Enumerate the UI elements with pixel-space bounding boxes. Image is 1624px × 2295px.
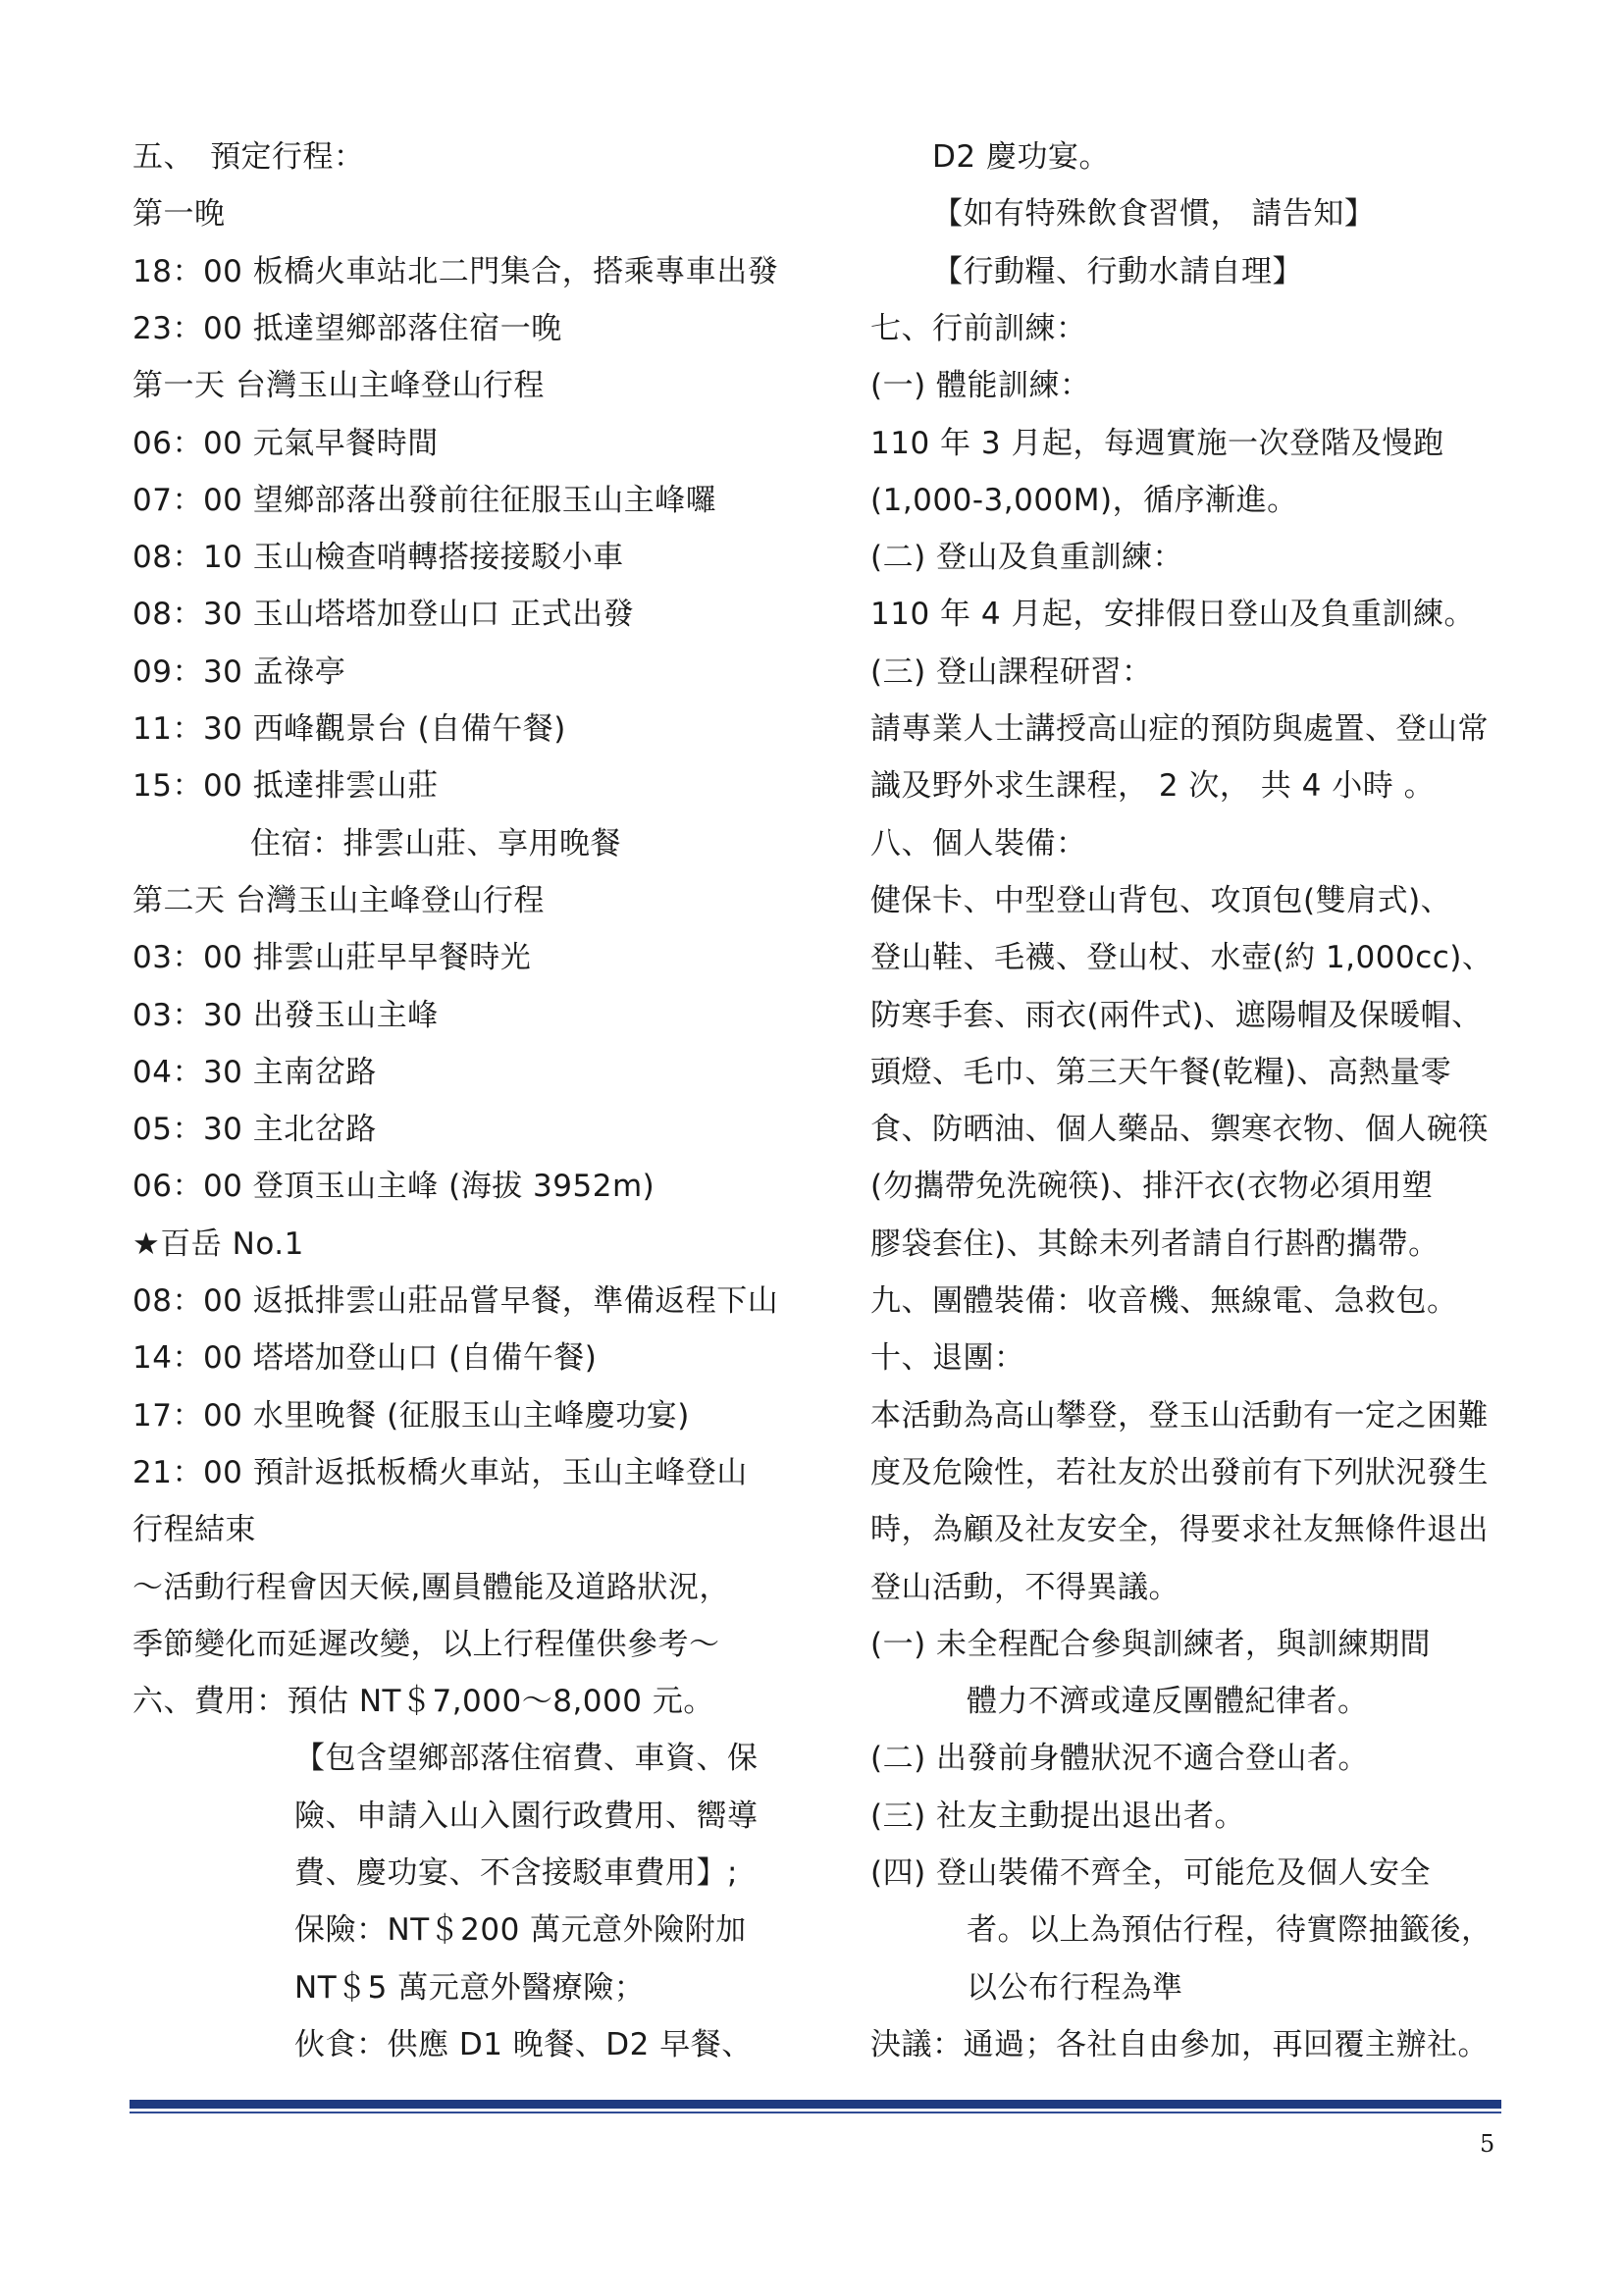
text-line: (三) 登山課程研習： bbox=[870, 654, 1153, 690]
text-line: 03：00 排雲山莊早早餐時光 bbox=[132, 940, 532, 975]
text-line: 保險：NT＄200 萬元意外險附加 bbox=[294, 1912, 747, 1948]
text-line: (1,000-3,000M)，循序漸進。 bbox=[870, 483, 1298, 518]
text-line: 伙食：供應 D1 晚餐、D2 早餐、 bbox=[294, 2027, 753, 2062]
text-line: 食、防晒油、個人藥品、禦寒衣物、個人碗筷 bbox=[870, 1112, 1489, 1147]
text-line: 18：00 板橋火車站北二門集合，搭乘專車出發 bbox=[132, 254, 779, 289]
text-line: 04：30 主南岔路 bbox=[132, 1055, 377, 1090]
page-number: 5 bbox=[1480, 2130, 1495, 2158]
text-line: 15：00 抵達排雲山莊 bbox=[132, 768, 439, 804]
text-line: 體力不濟或違反團體紀律者。 bbox=[967, 1684, 1369, 1719]
text-line: 費、慶功宴、不含接駁車費用】; bbox=[294, 1855, 738, 1891]
footer-rule-thick bbox=[130, 2100, 1501, 2109]
text-line: 九、團體裝備：收音機、無線電、急救包。 bbox=[870, 1283, 1458, 1319]
text-line: 08：10 玉山檢查哨轉搭接接駁小車 bbox=[132, 540, 624, 575]
text-line: ～活動行程會因天候,團員體能及道路狀況， bbox=[132, 1570, 730, 1605]
text-line: 住宿：排雲山莊、享用晚餐 bbox=[250, 826, 621, 861]
text-line: (二) 登山及負重訓練： bbox=[870, 540, 1184, 575]
text-line: 六、費用：預估 NT＄7,000～8,000 元。 bbox=[132, 1684, 714, 1719]
text-line: (三) 社友主動提出退出者。 bbox=[870, 1799, 1246, 1834]
text-line: 度及危險性，若社友於出發前有下列狀況發生 bbox=[870, 1455, 1489, 1490]
text-line: 21：00 預計返抵板橋火車站，玉山主峰登山 bbox=[132, 1455, 748, 1490]
text-line: 第二天 台灣玉山主峰登山行程 bbox=[132, 883, 545, 918]
text-line: 七、行前訓練： bbox=[870, 311, 1087, 346]
text-line: 【包含望鄉部落住宿費、車資、保 bbox=[294, 1741, 759, 1776]
text-line: 【如有特殊飲食習慣， 請告知】 bbox=[932, 196, 1376, 232]
text-line: 110 年 4 月起，安排假日登山及負重訓練。 bbox=[870, 597, 1475, 632]
text-line: 07：00 望鄉部落出發前往征服玉山主峰囉 bbox=[132, 483, 717, 518]
text-line: 110 年 3 月起，每週實施一次登階及慢跑 bbox=[870, 426, 1444, 461]
text-line: 06：00 登頂玉山主峰 (海拔 3952m) bbox=[132, 1169, 655, 1204]
text-line: 05：30 主北岔路 bbox=[132, 1112, 377, 1147]
text-line: 識及野外求生課程， 2 次， 共 4 小時 。 bbox=[870, 768, 1436, 804]
text-line: 08：00 返抵排雲山莊品嘗早餐，準備返程下山 bbox=[132, 1283, 779, 1319]
text-line: 登山鞋、毛襪、登山杖、水壺(約 1,000cc)、 bbox=[870, 940, 1493, 975]
text-line: 06：00 元氣早餐時間 bbox=[132, 426, 439, 461]
text-line: (一) 體能訓練： bbox=[870, 368, 1091, 403]
text-line: 11：30 西峰觀景台 (自備午餐) bbox=[132, 711, 566, 747]
text-line: 17：00 水里晚餐 (征服玉山主峰慶功宴) bbox=[132, 1398, 690, 1434]
text-line: 請專業人士講授高山症的預防與處置、登山常 bbox=[870, 711, 1489, 747]
text-line: 登山活動，不得異議。 bbox=[870, 1570, 1179, 1605]
text-line: (四) 登山裝備不齊全，可能危及個人安全 bbox=[870, 1855, 1432, 1891]
text-line: 時，為顧及社友安全，得要求社友無條件退出 bbox=[870, 1512, 1489, 1547]
text-line: (勿攜帶免洗碗筷)、排汗衣(衣物必須用塑 bbox=[870, 1169, 1434, 1204]
text-line: 險、申請入山入園行政費用、嚮導 bbox=[294, 1799, 759, 1834]
text-line: 決議：通過；各社自由參加，再回覆主辦社。 bbox=[870, 2027, 1489, 2062]
text-line: 第一天 台灣玉山主峰登山行程 bbox=[132, 368, 545, 403]
text-line: 膠袋套住)、其餘未列者請自行斟酌攜帶。 bbox=[870, 1226, 1440, 1262]
text-line: 以公布行程為準 bbox=[967, 1970, 1183, 2006]
text-line: 09：30 孟祿亭 bbox=[132, 654, 346, 690]
text-line: 者。以上為預估行程，待實際抽籤後， bbox=[967, 1912, 1493, 1948]
text-line: (一) 未全程配合參與訓練者，與訓練期間 bbox=[870, 1627, 1432, 1662]
text-line: 14：00 塔塔加登山口 (自備午餐) bbox=[132, 1340, 598, 1376]
text-line: NT＄5 萬元意外醫療險； bbox=[294, 1970, 646, 2006]
text-line: 五、 預定行程： bbox=[132, 139, 365, 175]
text-line: 本活動為高山攀登，登玉山活動有一定之困難 bbox=[870, 1398, 1489, 1434]
text-line: (二) 出發前身體狀況不適合登山者。 bbox=[870, 1741, 1370, 1776]
text-line: 行程結束 bbox=[132, 1512, 256, 1547]
text-line: 八、個人裝備： bbox=[870, 826, 1087, 861]
text-line: 健保卡、中型登山背包、攻頂包(雙肩式)、 bbox=[870, 883, 1452, 918]
text-line: 23：00 抵達望鄉部落住宿一晚 bbox=[132, 311, 562, 346]
text-line: D2 慶功宴。 bbox=[932, 139, 1110, 175]
text-line: ★百岳 No.1 bbox=[132, 1226, 304, 1262]
text-line: 防寒手套、雨衣(兩件式)、遮陽帽及保暖帽、 bbox=[870, 998, 1483, 1033]
text-line: 03：30 出發玉山主峰 bbox=[132, 998, 439, 1033]
footer-rule-thin bbox=[130, 2112, 1501, 2113]
text-line: 【行動糧、行動水請自理】 bbox=[932, 254, 1303, 289]
text-line: 08：30 玉山塔塔加登山口 正式出發 bbox=[132, 597, 635, 632]
text-line: 十、退團： bbox=[870, 1340, 1025, 1376]
text-line: 第一晚 bbox=[132, 196, 226, 232]
text-line: 季節變化而延遲改變，以上行程僅供參考～ bbox=[132, 1627, 720, 1662]
text-line: 頭燈、毛巾、第三天午餐(乾糧)、高熱量零 bbox=[870, 1055, 1452, 1090]
